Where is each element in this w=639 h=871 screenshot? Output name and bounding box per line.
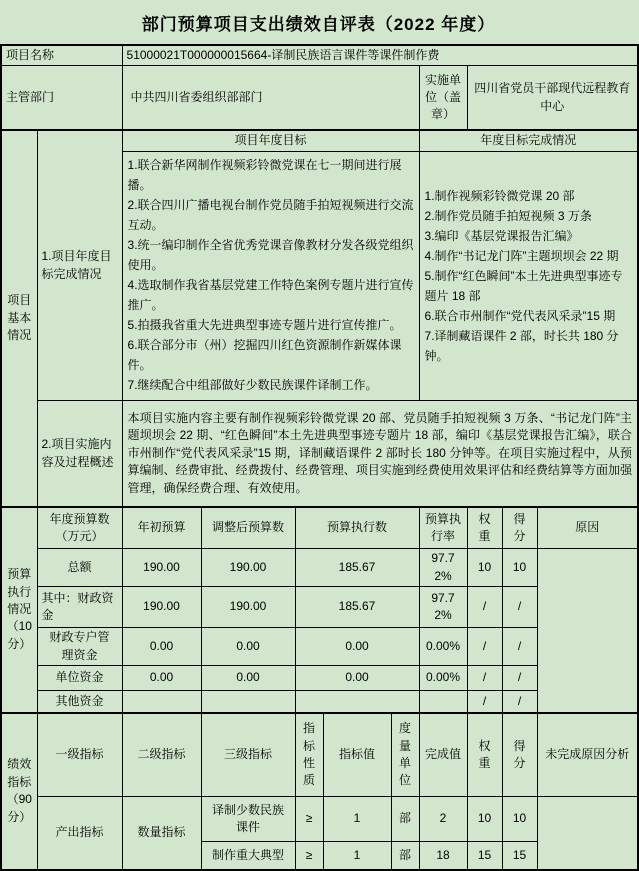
implementation-row xyxy=(1,401,638,507)
budget-initial: 190.00 xyxy=(122,549,201,587)
project-name-row xyxy=(1,45,638,66)
budget-initial xyxy=(122,691,201,713)
budget-score-header: 得 分 xyxy=(502,507,537,549)
budget-row-total xyxy=(1,549,638,587)
goal-item: 5.拍摄我省重大先进典型事迹专题片进行宣传推广。 xyxy=(127,318,402,333)
budget-weight: / xyxy=(467,628,502,666)
indicator-weight: 10 xyxy=(467,797,502,842)
budget-executed xyxy=(295,691,419,713)
basic-section-label: 项目 基本 情况 xyxy=(1,130,37,507)
budget-weight: / xyxy=(467,666,502,691)
goal-completion-header: 年度目标完成情况 xyxy=(419,130,638,152)
performance-section-label: 绩效 指标 （90 分） xyxy=(1,713,37,870)
budget-rate: 0.00% xyxy=(419,628,467,666)
indicator-actual: 18 xyxy=(419,842,467,870)
budget-row-label: 单位资金 xyxy=(37,666,122,691)
level1-indicator: 产出指标 xyxy=(37,797,122,870)
annual-goal-header: 项目年度目标 xyxy=(122,130,419,152)
budget-executed: 185.67 xyxy=(295,587,419,628)
adjusted-budget-header: 调整后预算数 xyxy=(201,507,295,549)
budget-score: / xyxy=(502,691,537,713)
budget-adjusted: 0.00 xyxy=(201,628,295,666)
performance-weight-header: 权 重 xyxy=(467,713,502,797)
performance-score-header: 得 分 xyxy=(502,713,537,797)
indicator-target: 1 xyxy=(323,842,391,870)
budget-score: 10 xyxy=(502,549,537,587)
indicator-nature: ≥ xyxy=(295,842,323,870)
indicator-unit: 部 xyxy=(391,842,419,870)
annual-goal-row-label: 1.项目年度目标完成情况 xyxy=(37,130,122,401)
level3-indicator-header: 三级指标 xyxy=(201,713,295,797)
goal-item: 1.联合新华网制作视频彩铃微党课在七一期间进行展播。 xyxy=(127,158,402,193)
department-row xyxy=(1,66,638,130)
completion-item: 1.制作视频彩铃微党课 20 部 xyxy=(424,189,575,204)
budget-row-label: 财政专户管 理资金 xyxy=(37,628,122,666)
budget-row-label: 其他资金 xyxy=(37,691,122,713)
budget-score: / xyxy=(502,628,537,666)
budget-row-label: 总额 xyxy=(37,549,122,587)
completion-item: 4.制作“书记龙门阵”主题坝坝会 22 期 xyxy=(424,249,619,264)
budget-row-label: 其中：财政资金 xyxy=(37,587,122,628)
budget-rate: 0.00% xyxy=(419,666,467,691)
page-title: 部门预算项目支出绩效自评表（2022 年度） xyxy=(141,14,496,34)
level2-indicator: 数量指标 xyxy=(122,797,201,870)
implementing-unit-label: 实施单 位（盖 章） xyxy=(419,66,467,130)
goal-item: 7.继续配合中组部做好少数民族课件译制工作。 xyxy=(127,378,378,393)
initial-budget-header: 年初预算 xyxy=(122,507,201,549)
goal-completion-list xyxy=(419,152,638,401)
completion-item: 7.译制藏语课件 2 部，时长共 180 分钟。 xyxy=(424,329,619,364)
budget-initial: 0.00 xyxy=(122,666,201,691)
level1-indicator-header: 一级指标 xyxy=(37,713,122,797)
indicator-target: 1 xyxy=(323,797,391,842)
execution-rate-header: 预算执 行率 xyxy=(419,507,467,549)
indicator-actual: 2 xyxy=(419,797,467,842)
self-evaluation-table xyxy=(0,44,639,871)
implementation-summary: 本项目实施内容主要有制作视频彩铃微党课 20 部、党员随手拍短视频 3 万条、“书记龙门阵”主题坝坝会 22 期、“红色瞬间”本土先进典型事迹专题片 18 部，编印《基层党课报告汇编》，联合市州制作“党代表风采录”15 期，译制藏语课件 2 部时长 180 分钟等。在项目实施过程中，从预算编制、经费审批、经费拨付、经费管理、项目实施到经费使用效果评估和经费结算等方面加强管理，确保经费合理、有效使用。 xyxy=(122,401,638,507)
budget-initial: 0.00 xyxy=(122,628,201,666)
budget-score: / xyxy=(502,666,537,691)
implementing-unit-value: 四川省党员干部现代远程教育中心 xyxy=(467,66,638,130)
uncompleted-reason-header: 未完成原因分析 xyxy=(537,713,638,797)
budget-rate xyxy=(419,691,467,713)
performance-header-row xyxy=(1,713,638,797)
implementation-row-label: 2.项目实施内容及过程概述 xyxy=(37,401,122,507)
goal-item: 3.统一编印制作全省优秀党课音像教材分发各级党组织使用。 xyxy=(127,238,414,273)
level2-indicator-header: 二级指标 xyxy=(122,713,201,797)
project-name-label: 项目名称 xyxy=(1,45,122,66)
completion-item: 3.编印《基层党课报告汇编》 xyxy=(424,229,579,244)
indicator-weight: 15 xyxy=(467,842,502,870)
indicator-unit: 部 xyxy=(391,797,419,842)
budget-reason-header: 原因 xyxy=(537,507,638,549)
performance-row xyxy=(1,797,638,842)
level3-indicator: 制作重大典型 xyxy=(201,842,295,870)
indicator-score: 15 xyxy=(502,842,537,870)
budget-weight: 10 xyxy=(467,549,502,587)
annual-goals-list xyxy=(122,152,419,401)
completion-item: 5.制作“红色瞬间”本土先进典型事迹专题片 18 部 xyxy=(424,269,623,304)
budget-score: / xyxy=(502,587,537,628)
budget-weight: / xyxy=(467,691,502,713)
performance-reason-cell xyxy=(537,797,638,870)
budget-adjusted: 190.00 xyxy=(201,587,295,628)
level3-indicator: 译制少数民族 课件 xyxy=(201,797,295,842)
budget-adjusted: 0.00 xyxy=(201,666,295,691)
budget-executed: 0.00 xyxy=(295,666,419,691)
goal-item: 6.联合部分市（州）挖掘四川红色资源制作新媒体课件。 xyxy=(127,338,402,373)
indicator-value-header: 指标值 xyxy=(323,713,391,797)
budget-reason-cell xyxy=(537,549,638,713)
budget-executed: 185.67 xyxy=(295,549,419,587)
completion-item: 6.联合市州制作“党代表风采录”15 期 xyxy=(424,309,616,324)
basic-header-row xyxy=(1,130,638,152)
budget-rowlabel-header: 年度预算数 （万元） xyxy=(37,507,122,549)
budget-section-label: 预算 执行 情况 （10 分） xyxy=(1,507,37,713)
budget-rate: 97.72% xyxy=(419,549,467,587)
indicator-nature-header: 指 标 性 质 xyxy=(295,713,323,797)
indicator-score: 10 xyxy=(502,797,537,842)
department-label: 主管部门 xyxy=(1,66,122,130)
budget-adjusted xyxy=(201,691,295,713)
budget-header-row xyxy=(1,507,638,549)
budget-initial: 190.00 xyxy=(122,587,201,628)
budget-rate: 97.72% xyxy=(419,587,467,628)
actual-value-header: 完成值 xyxy=(419,713,467,797)
budget-weight: / xyxy=(467,587,502,628)
budget-weight-header: 权 重 xyxy=(467,507,502,549)
project-name-value: 51000021T000000015664-译制民族语言课件等课件制作费 xyxy=(122,45,638,66)
executed-budget-header: 预算执行数 xyxy=(295,507,419,549)
department-value: 中共四川省委组织部部门 xyxy=(122,66,419,130)
measure-unit-header: 度 量 单 位 xyxy=(391,713,419,797)
goal-item: 2.联合四川广播电视台制作党员随手拍短视频进行交流互动。 xyxy=(127,198,414,233)
goal-item: 4.选取制作我省基层党建工作特色案例专题片进行宣传推广。 xyxy=(127,278,414,313)
indicator-nature: ≥ xyxy=(295,797,323,842)
completion-item: 2.制作党员随手拍短视频 3 万条 xyxy=(424,209,592,224)
budget-adjusted: 190.00 xyxy=(201,549,295,587)
budget-executed: 0.00 xyxy=(295,628,419,666)
